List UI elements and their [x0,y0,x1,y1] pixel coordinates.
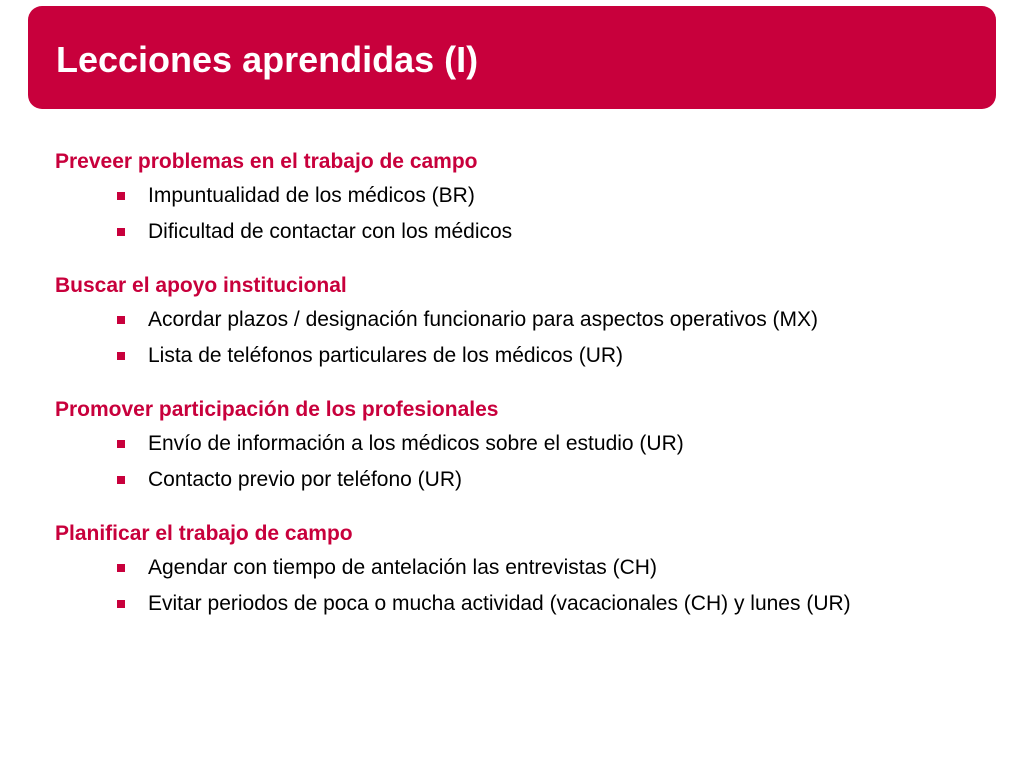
list-item [55,306,975,334]
section-heading: Preveer problemas en el trabajo de campo [55,150,478,173]
list-item [55,218,975,246]
list-item [55,342,975,370]
list-item-text: Agendar con tiempo de antelación las entrevistas (CH) [148,556,657,579]
square-bullet-icon [117,316,125,324]
bullet-list [55,554,975,618]
list-item [55,590,975,618]
bullet-list [55,182,975,246]
bullet-list [55,306,975,370]
section-preveer-problemas [55,146,975,246]
list-item [55,554,975,582]
square-bullet-icon [117,192,125,200]
slide-title: Lecciones aprendidas (I) [56,39,479,80]
section-heading: Planificar el trabajo de campo [55,522,353,545]
square-bullet-icon [117,600,125,608]
list-item [55,430,975,458]
list-item-text: Dificultad de contactar con los médicos [148,220,513,243]
section-heading: Buscar el apoyo institucional [55,274,347,297]
list-item-text: Contacto previo por teléfono (UR) [148,468,462,491]
square-bullet-icon [117,440,125,448]
list-item-text: Acordar plazos / designación funcionario para aspectos operativos (MX) [148,308,819,331]
list-item-text: Impuntualidad de los médicos (BR) [148,184,475,207]
list-item-text: Lista de teléfonos particulares de los médicos (UR) [148,344,624,367]
bullet-list [55,430,975,494]
slide-content [55,146,975,642]
square-bullet-icon [117,352,125,360]
list-item-text: Evitar periodos de poca o mucha actividad (vacacionales (CH) y lunes (UR) [148,592,851,615]
list-item-text: Envío de información a los médicos sobre el estudio (UR) [148,432,684,455]
list-item [55,466,975,494]
section-apoyo-institucional [55,270,975,370]
section-heading: Promover participación de los profesionales [55,398,499,421]
title-banner [28,6,996,109]
section-participacion-profesionales [55,394,975,494]
list-item [55,182,975,210]
square-bullet-icon [117,476,125,484]
section-planificar-trabajo [55,518,975,618]
square-bullet-icon [117,564,125,572]
square-bullet-icon [117,228,125,236]
